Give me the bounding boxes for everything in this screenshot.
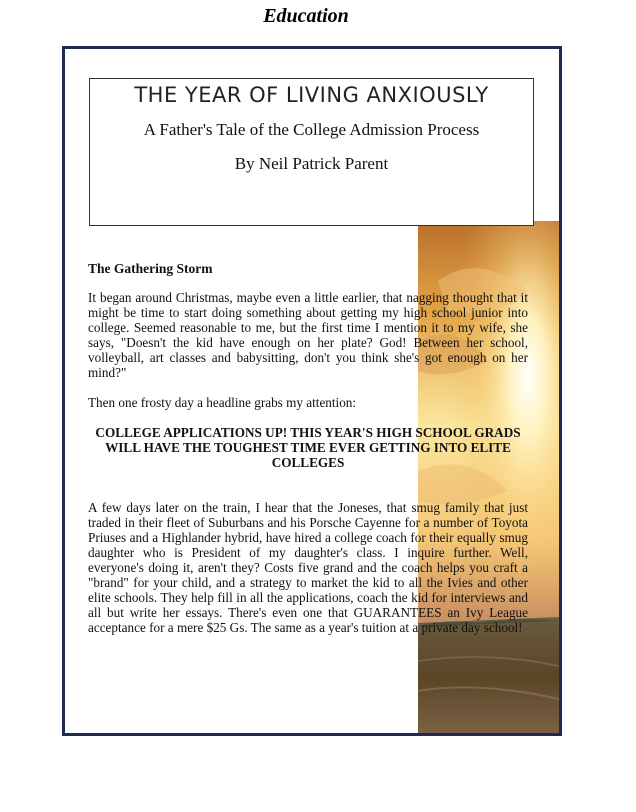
title-box — [89, 78, 534, 226]
article-subtitle: A Father's Tale of the College Admission Process — [143, 120, 480, 139]
article-byline: By Neil Patrick Parent — [234, 154, 389, 173]
article-subhead: The Gathering Storm — [88, 261, 213, 276]
paragraph-2: Then one frosty day a headline grabs my attention: — [88, 395, 357, 410]
article-page-frame — [62, 46, 562, 736]
paragraph-1: It began around Christmas, maybe even a little earlier, that nagging thought that it might be time to start doing something about getting my high school junior into college. Seemed reasonable to me, but the first time I mention it to my wife, she says, "Doesn't the kid have enough on her plate? God! Between her school, volleyball, art classes and babysitting, don't you think she's got enough on her mind?" — [88, 290, 528, 380]
paragraph-3: A few days later on the train, I hear that the Joneses, that smug family that just traded in their fleet of Suburbans and his Porsche Cayenne for a number of Toyota Priuses and a Highlander hybrid, have hired a college coach for their equally smug daughter who is President of my daughter's class. I inquire further. Well, everyone's doing it, aren't they? Costs five grand and the coach helps you craft a "brand" for your child, and a strategy to market the kid to all the Ivies and other elite schools. They help fill in all the applications, coach the kid for interviews and all but write her essays. There's even one that GUARANTEES an Ivy League acceptance for a mere $25 Gs. The same as a year's tuition at a private day school! — [88, 500, 528, 635]
article-body — [88, 261, 528, 650]
article-title: THE YEAR OF LIVING ANXIOUSLY — [134, 83, 489, 107]
quoted-headline: COLLEGE APPLICATIONS UP! THIS YEAR'S HIGH SCHOOL GRADS WILL HAVE THE TOUGHEST TIME EVER GETTING INTO ELITE COLLEGES — [95, 425, 521, 470]
section-title: Education — [263, 5, 349, 27]
